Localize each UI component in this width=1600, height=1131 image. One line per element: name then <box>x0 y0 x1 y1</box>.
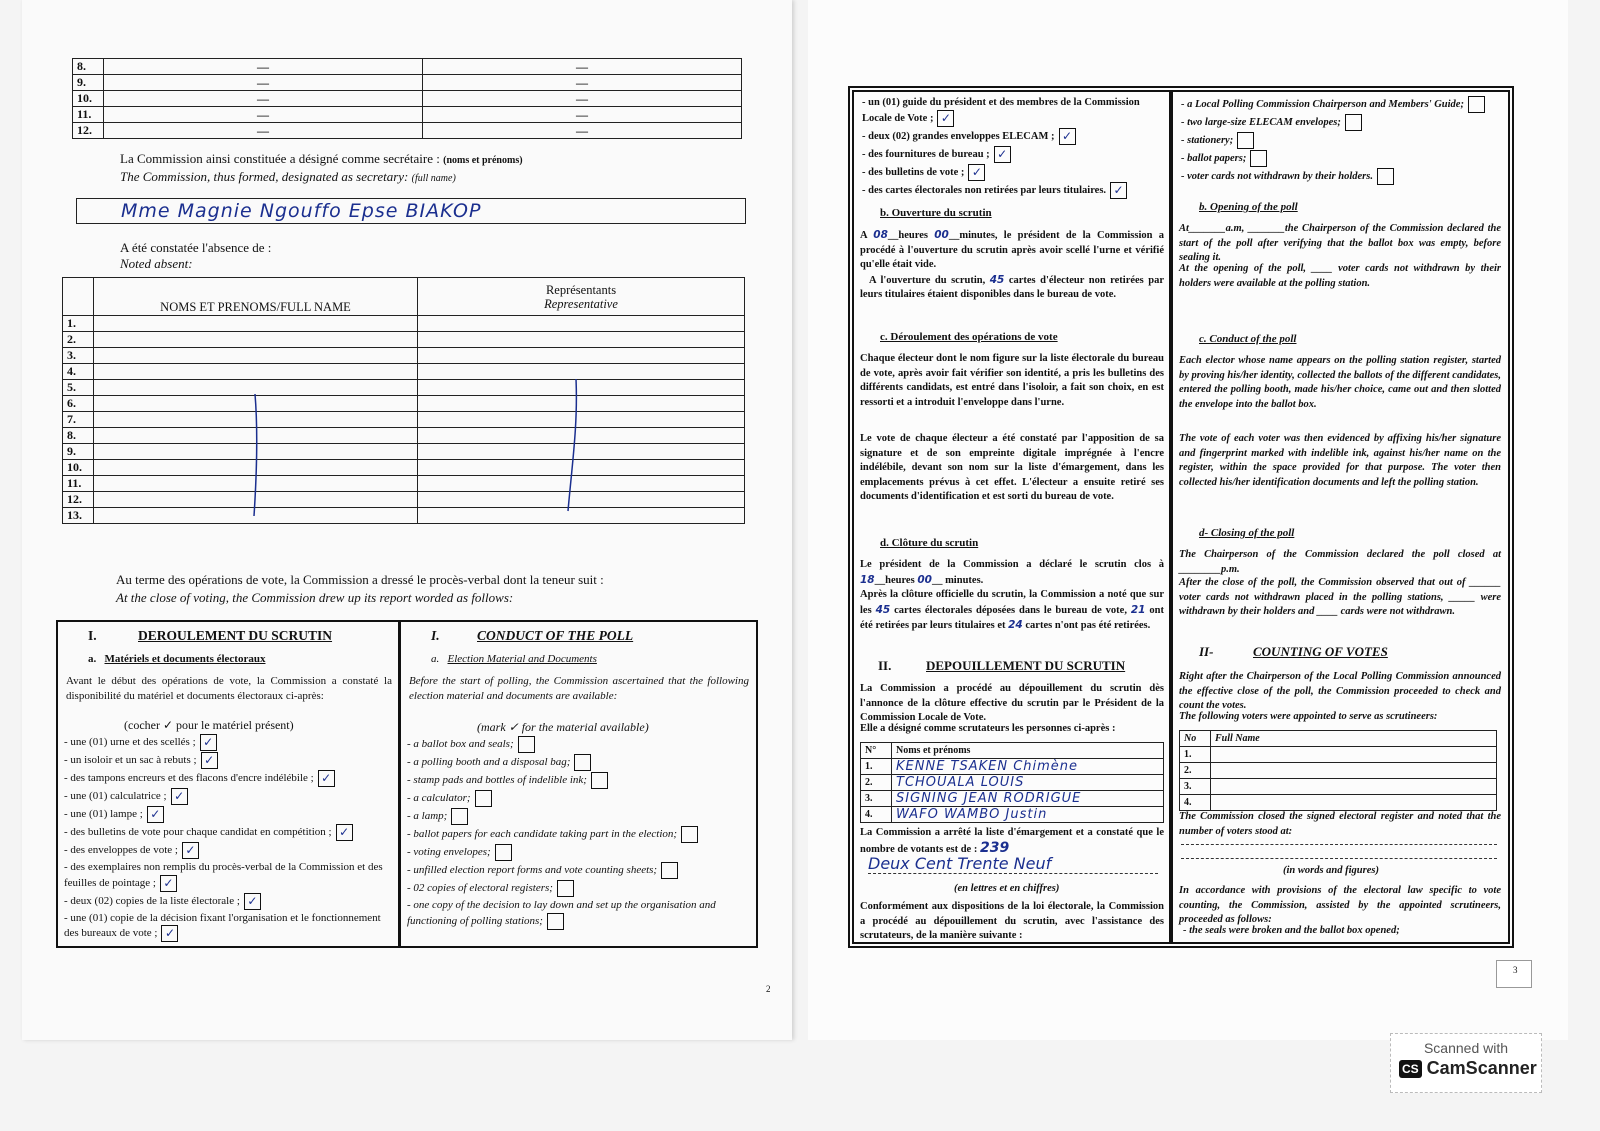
row-number: 1. <box>861 759 892 775</box>
checkbox[interactable] <box>557 880 574 897</box>
material-item <box>407 754 752 771</box>
checkbox[interactable]: ✓ <box>1059 128 1076 145</box>
scrutineer-name: KENNE TSAKEN Chimène <box>892 759 1164 775</box>
material-item-label: - voter cards not withdrawn by their holders. <box>1181 170 1373 182</box>
opening-heading-en: b. Opening of the poll <box>1199 201 1298 213</box>
checkbox[interactable] <box>591 772 608 789</box>
absent-row <box>63 428 745 444</box>
material-item-label: - une (01) urne et des scellés ; <box>64 736 196 749</box>
top-table-row <box>73 75 742 91</box>
conduct-text-fr-1: Chaque électeur dont le nom figure sur la liste électorale du bureau de vote, après avoir fait vérifier son identité, a pris les bulletins des différents candidats, est entré dans l'isoloir, a fait son choix, en est ressorti et a introduit l'enveloppe dans l'urne. <box>860 353 1164 408</box>
absent-row <box>63 492 745 508</box>
checkbox[interactable]: ✓ <box>182 842 199 859</box>
section2-title-fr: DEPOUILLEMENT DU SCRUTIN <box>926 658 1126 673</box>
material-item <box>64 824 394 841</box>
material-item <box>1181 168 1501 185</box>
row-number: 13. <box>63 508 94 524</box>
secretary-label-en: The Commission, thus formed, designated as secretary: (full name) <box>120 169 456 184</box>
material-list-en <box>407 736 752 931</box>
counting-text-fr: La Commission a procédé au dépouillement du scrutin dès l'annonce de la clôture effective du scrutin par le Président de la Commission Locale de Vote. <box>860 683 1164 723</box>
absent-col-rep: Représentants Representative <box>418 278 745 316</box>
closing-text-fr: Le président de la Commission a déclaré le scrutin clos à 18__heures 00__ minutes. Après la clôture officielle du scrutin, la Commission a noté que sur les 45 cartes électorales déposées dans le bureau de vote, 21 ont été retirées par leurs titulaires et 24 cartes n'ont pas été retirées. <box>860 559 1164 631</box>
sub-a-fr: a. Matériels et documents électoraux <box>88 653 266 665</box>
checkbox[interactable]: ✓ <box>968 164 985 181</box>
row-number: 10. <box>73 91 104 107</box>
material-item-label: - 02 copies of electoral registers; <box>407 882 553 895</box>
page-number-tab <box>1496 960 1532 988</box>
material-item-label: - ballot papers; <box>1181 152 1247 164</box>
strike-line-right <box>562 375 582 515</box>
law-text-en: In accordance with provisions of the electoral law specific to vote counting, the Commission, assisted by the appointed scrutineers, proceeded as follows: <box>1179 885 1501 925</box>
opening-text-en-2: At the opening of the poll, ____ voter cards not withdrawn by their holders were available at the polling station. <box>1179 263 1501 289</box>
checkbox[interactable] <box>1377 168 1394 185</box>
law-item-en: - the seals were broken and the ballot box opened; <box>1183 925 1400 936</box>
checkbox[interactable]: ✓ <box>244 893 261 910</box>
scrutineers-table-fr: N° Noms et prénoms 1. KENNE TSAKEN Chimène 2. TCHOUALA LOUIS 3. SIGNING JEAN RODRIGUE 4. WAFO WAMBO Justin <box>860 742 1164 823</box>
scrutineer-row <box>861 807 1164 823</box>
material-item <box>407 862 752 879</box>
material-item <box>1181 132 1501 149</box>
top-table-row <box>73 59 742 75</box>
checkbox[interactable]: ✓ <box>161 925 178 942</box>
checkbox[interactable]: ✓ <box>147 806 164 823</box>
checkbox[interactable]: ✓ <box>336 824 353 841</box>
row-number: 2. <box>1180 763 1211 779</box>
material-item-label: - des bulletins de vote pour chaque candidat en compétition ; <box>64 826 332 839</box>
watermark-line1: Scanned with <box>1423 1040 1509 1056</box>
checkbox[interactable] <box>547 913 564 930</box>
name-cell: — <box>104 123 423 139</box>
page-number-left: 2 <box>766 984 771 994</box>
material-item <box>64 911 394 943</box>
row-number: 4. <box>63 364 94 380</box>
row-number: 12. <box>63 492 94 508</box>
material-item-label: - deux (02) copies de la liste électorale ; <box>64 894 240 907</box>
material-item <box>64 734 394 751</box>
close-text-en: At the close of voting, the Commission drew up its report worded as follows: <box>116 590 514 605</box>
mark-instruction-fr: (cocher ✓ pour le matériel présent) <box>124 718 294 732</box>
material-item <box>407 898 752 930</box>
material-item-label: - des tampons encreurs et des flacons d'encre indélébile ; <box>64 772 314 785</box>
material-item <box>407 808 752 825</box>
secretary-label-fr: La Commission ainsi constituée a désigné comme secrétaire : (noms et prénoms) <box>120 151 523 166</box>
material-item-label: - des cartes électorales non retirées par leurs titulaires. <box>862 184 1107 196</box>
name-cell: — <box>104 75 423 91</box>
absent-row <box>63 476 745 492</box>
row-number: 2. <box>861 775 892 791</box>
watermark-brand: CamScanner <box>1426 1058 1537 1078</box>
intro-fr: Avant le début des opérations de vote, la Commission a constaté la disponibilité du matériel et documents électoraux ci-après: <box>66 675 392 702</box>
material-item <box>64 770 394 787</box>
right-col-en <box>1171 90 1510 944</box>
checkbox[interactable] <box>451 808 468 825</box>
material-item-label: - des bulletins de vote ; <box>862 166 965 178</box>
section1-num: I. <box>88 628 97 643</box>
checkbox[interactable] <box>1345 114 1362 131</box>
scrutineers-intro-fr: Elle a désigné comme scrutateurs les personnes ci-après : <box>860 723 1116 734</box>
absent-row <box>63 316 745 332</box>
mark-instruction-en: (mark ✓ for the material available) <box>477 720 649 734</box>
section1-en-box <box>399 620 758 948</box>
secretary-name: Mme Magnie Ngouffo Epse BIAKOP <box>121 200 482 222</box>
row-number: 4. <box>1180 795 1211 811</box>
material-item-label: - a calculator; <box>407 792 471 805</box>
row-number: 6. <box>63 396 94 412</box>
register-text-fr: La Commission a arrêté la liste d'émargement et a constaté que le nombre de votants est de : 239 <box>860 827 1164 856</box>
conduct-heading-fr: c. Déroulement des opérations de vote <box>880 331 1058 343</box>
strike-line-left <box>247 390 267 520</box>
absent-label-en: Noted absent: <box>120 256 193 271</box>
conduct-text-fr-2: Le vote de chaque électeur a été constaté par l'apposition de sa signature et de son empreinte digitale imprégnée à l'encre indélébile, devant son nom sur la liste d'émargement, dans les emplacements prévus à cet effet. L'électeur a ensuite retiré ses documents d'identification et est sorti du bureau de vote. <box>860 433 1164 502</box>
material-item-label: - one copy of the decision to lay down and set up the organisation and functioning of polling stations; <box>407 899 716 927</box>
register-words-fr: Deux Cent Trente Neuf <box>868 854 1158 874</box>
row-number: 8. <box>73 59 104 75</box>
intro-en: Before the start of polling, the Commission ascertained that the following election material and documents are available: <box>409 675 749 702</box>
row-number: 1. <box>63 316 94 332</box>
top-table-row <box>73 123 742 139</box>
checkbox[interactable] <box>661 862 678 879</box>
absent-label-fr: A été constatée l'absence de : <box>120 240 272 255</box>
row-number: 10. <box>63 460 94 476</box>
scrutineer-name-en <box>1211 795 1497 811</box>
row-number: 3. <box>63 348 94 364</box>
row-number: 5. <box>63 380 94 396</box>
scrutineers-intro-en: The following voters were appointed to serve as scrutineers: <box>1179 711 1438 722</box>
scrutineer-name: WAFO WAMBO Justin <box>892 807 1164 823</box>
material-item-label: - voting envelopes; <box>407 846 491 859</box>
material-item <box>862 128 1162 145</box>
absent-row <box>63 508 745 524</box>
section1-fr-box <box>56 620 400 948</box>
absent-row <box>63 396 745 412</box>
scrutineer-row-en <box>1180 795 1497 811</box>
material-item <box>64 752 394 769</box>
material-item-label: - unfilled election report forms and vote counting sheets; <box>407 864 658 877</box>
material-item-label: - two large-size ELECAM envelopes; <box>1181 116 1341 128</box>
register-note-en: (in words and figures) <box>1283 865 1379 876</box>
material-item-label: - stationery; <box>1181 134 1234 146</box>
material-item <box>407 772 752 789</box>
rep-cell <box>418 316 745 332</box>
closing-text-en-2: After the close of the poll, the Commission observed that out of ______ voter cards not withdrawn placed in the polling stations, _____ were withdrawn by their holders and ____ cards were not withdrawn. <box>1179 577 1501 617</box>
material-item-label: - un isoloir et un sac à rebuts ; <box>64 754 197 767</box>
checkbox[interactable]: ✓ <box>994 146 1011 163</box>
checkbox[interactable] <box>475 790 492 807</box>
page-number-right: 3 <box>1513 965 1518 975</box>
absent-row <box>63 332 745 348</box>
material-item <box>64 842 394 859</box>
section2-title-en: COUNTING OF VOTES <box>1253 644 1388 659</box>
row-number: 7. <box>63 412 94 428</box>
material-item-label: - un (01) guide du président et des membres de la Commission Locale de Vote ; <box>862 97 1140 124</box>
material-item <box>407 826 752 843</box>
opening-text-fr: A 08__heures 00__minutes, le président de la Commission a procédé à l'ouverture du scrutin après avoir scellé l'urne et vérifié qu'elle était vide. A l'ouverture du scrutin, 45 cartes d'électeur non retirées par leurs titulaires étaient disponibles dans le bureau de vote. <box>860 229 1164 300</box>
material-item-label: - a Local Polling Commission Chairperson and Members' Guide; <box>1181 98 1464 110</box>
material-item-label: - des exemplaires non remplis du procès-verbal de la Commission et des feuilles de pointage ; <box>64 861 383 889</box>
absent-row <box>63 380 745 396</box>
rep-cell: — <box>423 123 742 139</box>
scrutineer-row <box>861 759 1164 775</box>
top-continuation-table <box>72 58 742 139</box>
checkbox[interactable]: ✓ <box>1110 182 1127 199</box>
row-number: 2. <box>63 332 94 348</box>
row-number: 12. <box>73 123 104 139</box>
register-text-en: The Commission closed the signed electoral register and noted that the number of voters stood at: <box>1179 811 1501 837</box>
closing-heading-fr: d. Clôture du scrutin <box>880 537 979 549</box>
material-item <box>64 860 394 892</box>
row-number: 11. <box>73 107 104 123</box>
name-cell: — <box>104 91 423 107</box>
section1-title-fr: DEROULEMENT DU SCRUTIN <box>138 628 333 643</box>
checkbox[interactable]: ✓ <box>171 788 188 805</box>
material-item-label: - a polling booth and a disposal bag; <box>407 756 571 769</box>
register-note-fr: (en lettres et en chiffres) <box>954 883 1060 894</box>
rep-cell <box>418 332 745 348</box>
material-list-fr <box>64 734 394 943</box>
row-number: 8. <box>63 428 94 444</box>
rep-cell: — <box>423 91 742 107</box>
secretary-name-box <box>76 198 746 224</box>
rep-cell: — <box>423 107 742 123</box>
material-item <box>1181 114 1501 131</box>
material-list-en-cont <box>1181 96 1501 186</box>
close-text-fr: Au terme des opérations de vote, la Commission a dressé le procès-verbal dont la teneur suit : <box>116 572 604 587</box>
top-table-row <box>73 91 742 107</box>
scrutineer-name-en <box>1211 763 1497 779</box>
material-item <box>862 146 1162 163</box>
conduct-text-en-2: The vote of each voter was then evidenced by affixing his/her signature and fingerprint marked with indelible ink, against his/her name on the register, within the space provided for that purpose. The voter then collected his/her identification documents and left the polling station. <box>1179 433 1501 488</box>
material-item <box>407 844 752 861</box>
material-item <box>1181 96 1501 113</box>
scrutineer-row-en <box>1180 747 1497 763</box>
checkbox[interactable] <box>1250 150 1267 167</box>
material-item <box>862 164 1162 181</box>
absent-row <box>63 412 745 428</box>
checkbox[interactable] <box>574 754 591 771</box>
material-item-label: - une (01) lampe ; <box>64 808 143 821</box>
left-page <box>22 0 792 1040</box>
name-cell <box>94 316 418 332</box>
rep-cell <box>418 348 745 364</box>
checkbox[interactable] <box>518 736 535 753</box>
row-number: 9. <box>73 75 104 91</box>
top-table-row <box>73 107 742 123</box>
material-item <box>407 880 752 897</box>
scrutineer-row-en <box>1180 763 1497 779</box>
name-cell <box>94 364 418 380</box>
conduct-heading-en: c. Conduct of the poll <box>1199 333 1297 345</box>
absent-row <box>63 460 745 476</box>
checkbox[interactable]: ✓ <box>318 770 335 787</box>
name-cell <box>94 332 418 348</box>
row-number: 3. <box>1180 779 1211 795</box>
material-item-label: - a lamp; <box>407 810 448 823</box>
material-list-fr-cont <box>862 96 1162 200</box>
checkbox[interactable] <box>681 826 698 843</box>
checkbox[interactable]: ✓ <box>201 752 218 769</box>
section2-num: II. <box>878 658 892 673</box>
row-number: 4. <box>861 807 892 823</box>
absent-table <box>62 277 745 524</box>
material-item <box>407 790 752 807</box>
absent-row <box>63 444 745 460</box>
rep-cell: — <box>423 75 742 91</box>
checkbox[interactable] <box>495 844 512 861</box>
scrutineer-row <box>861 775 1164 791</box>
checkbox[interactable]: ✓ <box>937 110 954 127</box>
scrutineer-name: SIGNING JEAN RODRIGUE <box>892 791 1164 807</box>
material-item <box>64 893 394 910</box>
absent-row <box>63 364 745 380</box>
row-number: 3. <box>861 791 892 807</box>
law-text-fr: Conformément aux dispositions de la loi électorale, la Commission a procédé au dépouillement du scrutin, avec l'assistance des scrutateurs, de la manière suivante : <box>860 901 1164 941</box>
right-col-fr <box>852 90 1171 944</box>
scrutineer-name-en <box>1211 747 1497 763</box>
scrutineer-name: TCHOUALA LOUIS <box>892 775 1164 791</box>
material-item-label: - une (01) calculatrice ; <box>64 790 167 803</box>
name-cell: — <box>104 59 423 75</box>
checkbox[interactable]: ✓ <box>160 875 177 892</box>
name-cell: — <box>104 107 423 123</box>
material-item-label: - ballot papers for each candidate taking part in the election; <box>407 828 678 841</box>
material-item <box>862 96 1162 127</box>
opening-heading-fr: b. Ouverture du scrutin <box>880 207 992 219</box>
row-number: 9. <box>63 444 94 460</box>
camscanner-logo-icon: CS <box>1399 1060 1422 1078</box>
material-item <box>862 182 1162 199</box>
checkbox[interactable] <box>1468 96 1485 113</box>
sub-a-en: a. Election Material and Documents <box>431 653 597 665</box>
material-item-label: - a ballot box and seals; <box>407 738 514 751</box>
name-cell <box>94 348 418 364</box>
material-item <box>1181 150 1501 167</box>
opening-text-en-1: At_______a.m, _______the Chairperson of the Commission declared the start of the poll after verifying that the ballot box was empty, before sealing it. <box>1179 223 1501 263</box>
material-item <box>64 788 394 805</box>
section1-title-en: CONDUCT OF THE POLL <box>477 628 634 643</box>
material-item-label: - une (01) copie de la décision fixant l'organisation et le fonctionnement des bureaux de vote ; <box>64 911 381 940</box>
absent-row <box>63 348 745 364</box>
camscanner-watermark <box>1390 1033 1542 1093</box>
material-item-label: - des fournitures de bureau ; <box>862 148 990 160</box>
checkbox[interactable]: ✓ <box>200 734 217 751</box>
closing-text-en-1: The Chairperson of the Commission declared the poll closed at ________p.m. <box>1179 549 1501 575</box>
material-item <box>64 806 394 823</box>
register-line-en-2 <box>1181 858 1497 859</box>
material-item-label: - des enveloppes de vote ; <box>64 844 178 857</box>
absent-col-name: NOMS ET PRENOMS/FULL NAME <box>94 278 418 316</box>
checkbox[interactable] <box>1237 132 1254 149</box>
conduct-text-en-1: Each elector whose name appears on the polling station register, started by proving his/her identity, collected the ballots of the different candidates, entered the polling booth, made his/her choice, came out and then slotted the envelope into the ballot box. <box>1179 355 1501 410</box>
material-item-label: - deux (02) grandes enveloppes ELECAM ; <box>862 130 1055 142</box>
rep-cell: — <box>423 59 742 75</box>
scrutineers-table-en: No Full Name 1. 2. 3. 4. <box>1179 730 1497 811</box>
scrutineer-row <box>861 791 1164 807</box>
section2-num-en: II- <box>1199 644 1214 659</box>
right-page <box>808 0 1568 1040</box>
register-line-en-1 <box>1181 844 1497 845</box>
scrutineer-name-en <box>1211 779 1497 795</box>
row-number: 1. <box>1180 747 1211 763</box>
section1-num-en: I. <box>431 628 440 643</box>
counting-text-en: Right after the Chairperson of the Local Polling Commission announced the effective close of the poll, the Commission proceeded to check and count the votes. <box>1179 671 1501 711</box>
scrutineer-row-en <box>1180 779 1497 795</box>
row-number: 11. <box>63 476 94 492</box>
closing-heading-en: d- Closing of the poll <box>1199 527 1295 539</box>
material-item <box>407 736 752 753</box>
material-item-label: - stamp pads and bottles of indelible ink; <box>407 774 587 787</box>
